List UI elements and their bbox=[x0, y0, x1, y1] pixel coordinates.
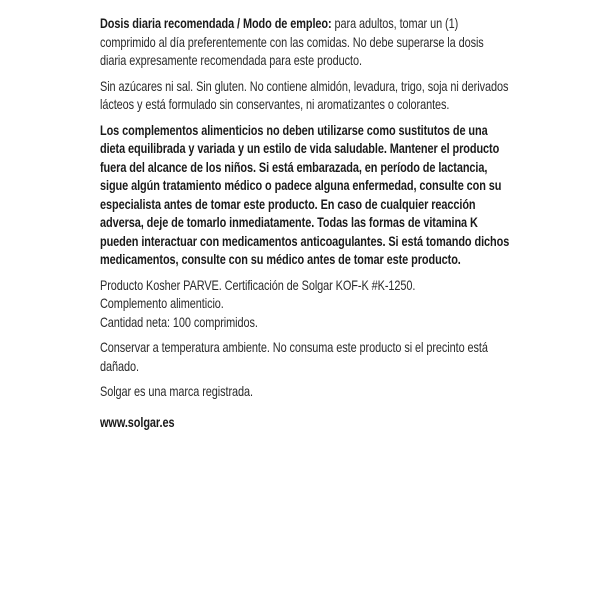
label-text-block bbox=[100, 14, 512, 431]
storage-paragraph: Conservar a temperatura ambiente. No consuma este producto si el precinto está dañado. bbox=[100, 339, 488, 374]
dosage-heading: Dosis diaria recomendada / Modo de empleo: bbox=[100, 15, 332, 31]
warning-paragraph: Los complementos alimenticios no deben utilizarse como sustitutos de una dieta equilibrada y variada y un estilo de vida saludable. Mantener el producto fuera del alcance de los niños. Si está embarazada, en período de lactancia, sigue algún tratamiento médico o padece alguna enfermedad, consulte con su especialista antes de tomar este producto. En caso de cualquier reacción adversa, deje de tomarlo inmediatamente. Todas las formas de vitamina K pueden interactuar con medicamentos anticoagulantes. Si está tomando dichos medicamentos, consulte con su médico antes de tomar este producto. bbox=[100, 121, 510, 267]
dosage-paragraph bbox=[100, 14, 512, 70]
net-quantity-line: Cantidad neta: 100 comprimidos. bbox=[100, 313, 258, 330]
dosage-text: para adultos, tomar un (1) comprimido al día preferentemente con las comidas. No debe superarse la dosis diaria expresamente recomendada para este producto. bbox=[100, 15, 484, 68]
supplement-type-line: Complemento alimenticio. bbox=[100, 295, 224, 311]
free-from-paragraph: Sin azúcares ni sal. Sin gluten. No contiene almidón, levadura, trigo, soja ni derivados lácteos y está formulado sin conservantes, ni aromatizantes o colorantes. bbox=[100, 77, 509, 112]
website-link[interactable]: www.solgar.es bbox=[100, 413, 175, 430]
trademark-line: Solgar es una marca registrada. bbox=[100, 383, 253, 399]
kosher-line: Producto Kosher PARVE. Certificación de Solgar KOF-K #K-1250. bbox=[100, 276, 416, 293]
